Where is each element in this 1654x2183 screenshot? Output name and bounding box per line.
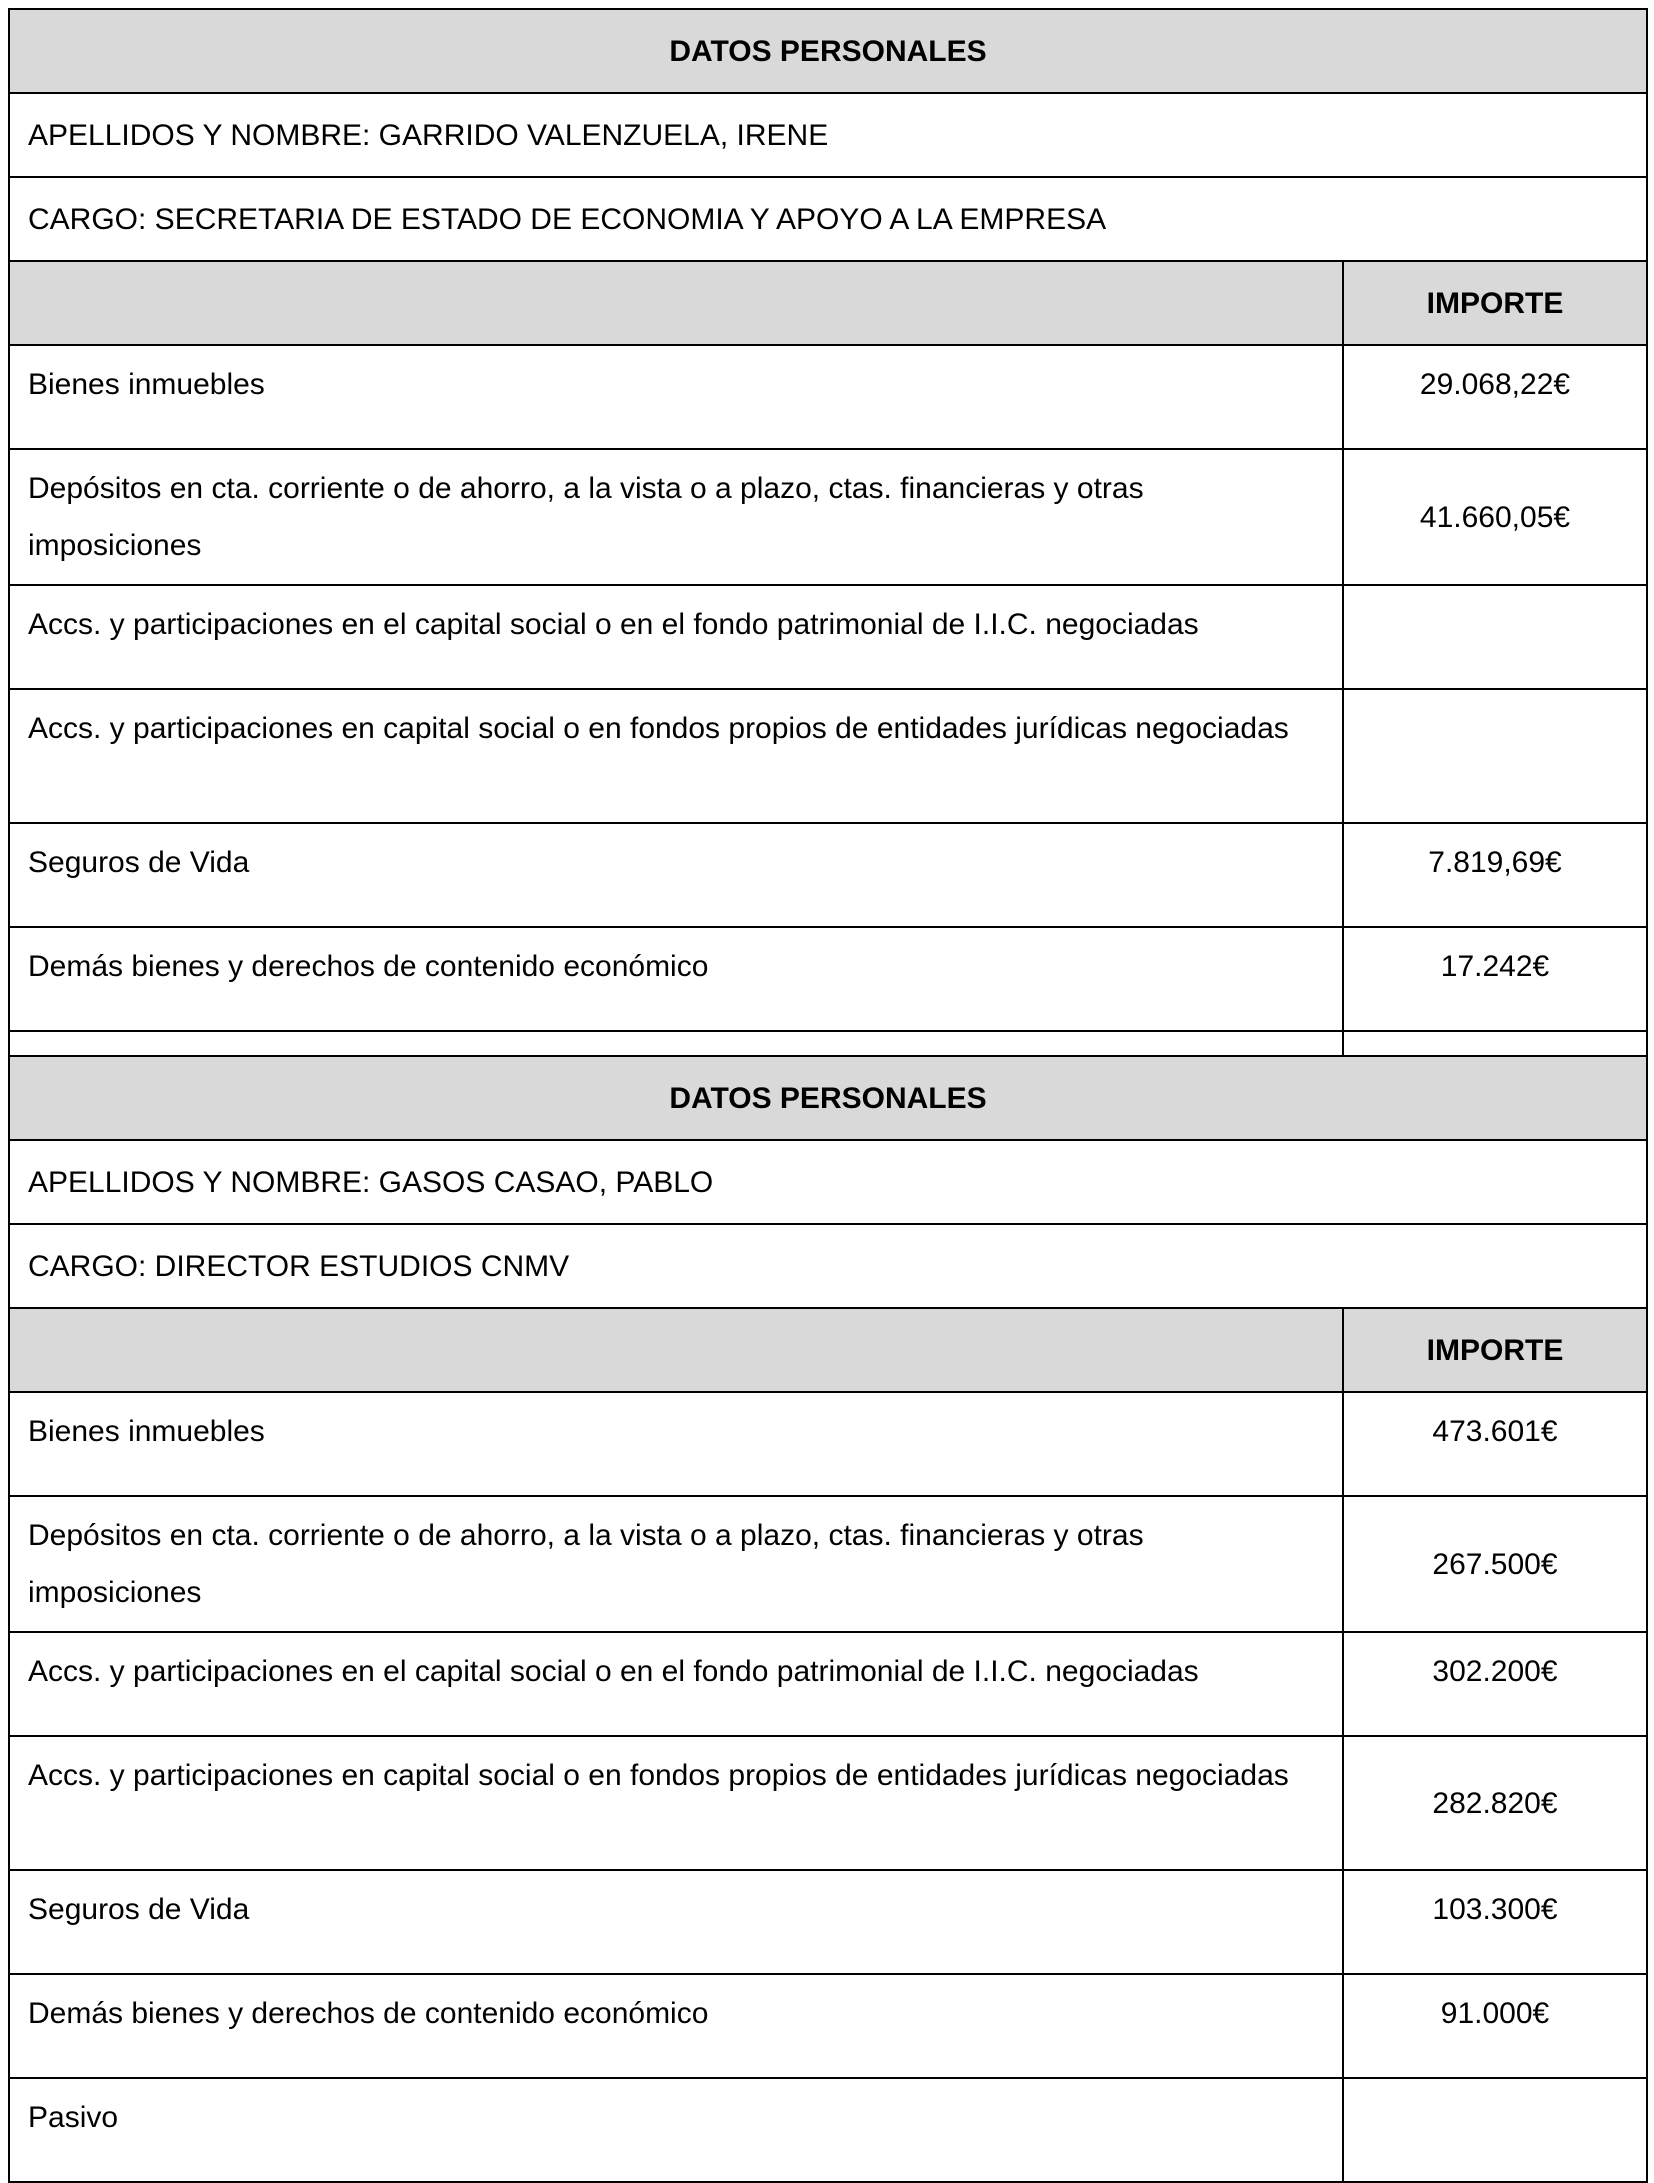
row-amount xyxy=(1343,689,1647,823)
personal-data-table xyxy=(8,1055,1648,2183)
row-concept: Depósitos en cta. corriente o de ahorro, a la vista o a plazo, ctas. financieras y otras imposiciones xyxy=(9,449,1343,585)
importe-header-row xyxy=(9,261,1647,345)
name-line: APELLIDOS Y NOMBRE: GARRIDO VALENZUELA, IRENE xyxy=(9,93,1647,177)
row-concept: Seguros de Vida xyxy=(9,823,1343,927)
table-row xyxy=(9,1392,1647,1496)
table-row xyxy=(9,689,1647,823)
table-row xyxy=(9,1632,1647,1736)
table-row xyxy=(9,2078,1647,2182)
personal-data-table xyxy=(8,8,1648,1136)
section-header: DATOS PERSONALES xyxy=(9,9,1647,93)
table-row xyxy=(9,345,1647,449)
row-concept: Bienes inmuebles xyxy=(9,1392,1343,1496)
row-amount: 302.200€ xyxy=(1343,1632,1647,1736)
row-amount: 267.500€ xyxy=(1343,1496,1647,1632)
concept-column-header xyxy=(9,261,1343,345)
row-amount: 473.601€ xyxy=(1343,1392,1647,1496)
section-header: DATOS PERSONALES xyxy=(9,1056,1647,1140)
row-amount: 41.660,05€ xyxy=(1343,449,1647,585)
row-concept: Accs. y participaciones en el capital social o en el fondo patrimonial de I.I.C. negociadas xyxy=(9,1632,1343,1736)
cargo-row xyxy=(9,177,1647,261)
row-amount xyxy=(1343,585,1647,689)
row-concept: Pasivo xyxy=(9,2078,1343,2182)
section-header-row xyxy=(9,9,1647,93)
row-concept: Accs. y participaciones en capital social o en fondos propios de entidades jurídicas negociadas xyxy=(9,689,1343,823)
row-concept: Accs. y participaciones en el capital social o en el fondo patrimonial de I.I.C. negociadas xyxy=(9,585,1343,689)
row-amount: 282.820€ xyxy=(1343,1736,1647,1870)
cargo-line: CARGO: SECRETARIA DE ESTADO DE ECONOMIA Y APOYO A LA EMPRESA xyxy=(9,177,1647,261)
row-concept: Seguros de Vida xyxy=(9,1870,1343,1974)
table-row xyxy=(9,823,1647,927)
row-concept: Demás bienes y derechos de contenido económico xyxy=(9,1974,1343,2078)
table-row xyxy=(9,927,1647,1031)
table-row xyxy=(9,1870,1647,1974)
row-concept: Demás bienes y derechos de contenido económico xyxy=(9,927,1343,1031)
table-row xyxy=(9,1974,1647,2078)
table-row xyxy=(9,585,1647,689)
row-amount: 103.300€ xyxy=(1343,1870,1647,1974)
row-concept: Accs. y participaciones en capital social o en fondos propios de entidades jurídicas negociadas xyxy=(9,1736,1343,1870)
name-line: APELLIDOS Y NOMBRE: GASOS CASAO, PABLO xyxy=(9,1140,1647,1224)
importe-column-header: IMPORTE xyxy=(1343,261,1647,345)
table-row xyxy=(9,449,1647,585)
row-amount: 29.068,22€ xyxy=(1343,345,1647,449)
row-amount: 7.819,69€ xyxy=(1343,823,1647,927)
cargo-row xyxy=(9,1224,1647,1308)
table-row xyxy=(9,1736,1647,1870)
concept-column-header xyxy=(9,1308,1343,1392)
table-row xyxy=(9,1496,1647,1632)
name-row xyxy=(9,93,1647,177)
importe-header-row xyxy=(9,1308,1647,1392)
importe-column-header: IMPORTE xyxy=(1343,1308,1647,1392)
row-amount: 17.242€ xyxy=(1343,927,1647,1031)
cargo-line: CARGO: DIRECTOR ESTUDIOS CNMV xyxy=(9,1224,1647,1308)
row-amount xyxy=(1343,2078,1647,2182)
row-concept: Bienes inmuebles xyxy=(9,345,1343,449)
name-row xyxy=(9,1140,1647,1224)
row-concept: Depósitos en cta. corriente o de ahorro, a la vista o a plazo, ctas. financieras y otras imposiciones xyxy=(9,1496,1343,1632)
row-amount: 91.000€ xyxy=(1343,1974,1647,2078)
section-header-row xyxy=(9,1056,1647,1140)
